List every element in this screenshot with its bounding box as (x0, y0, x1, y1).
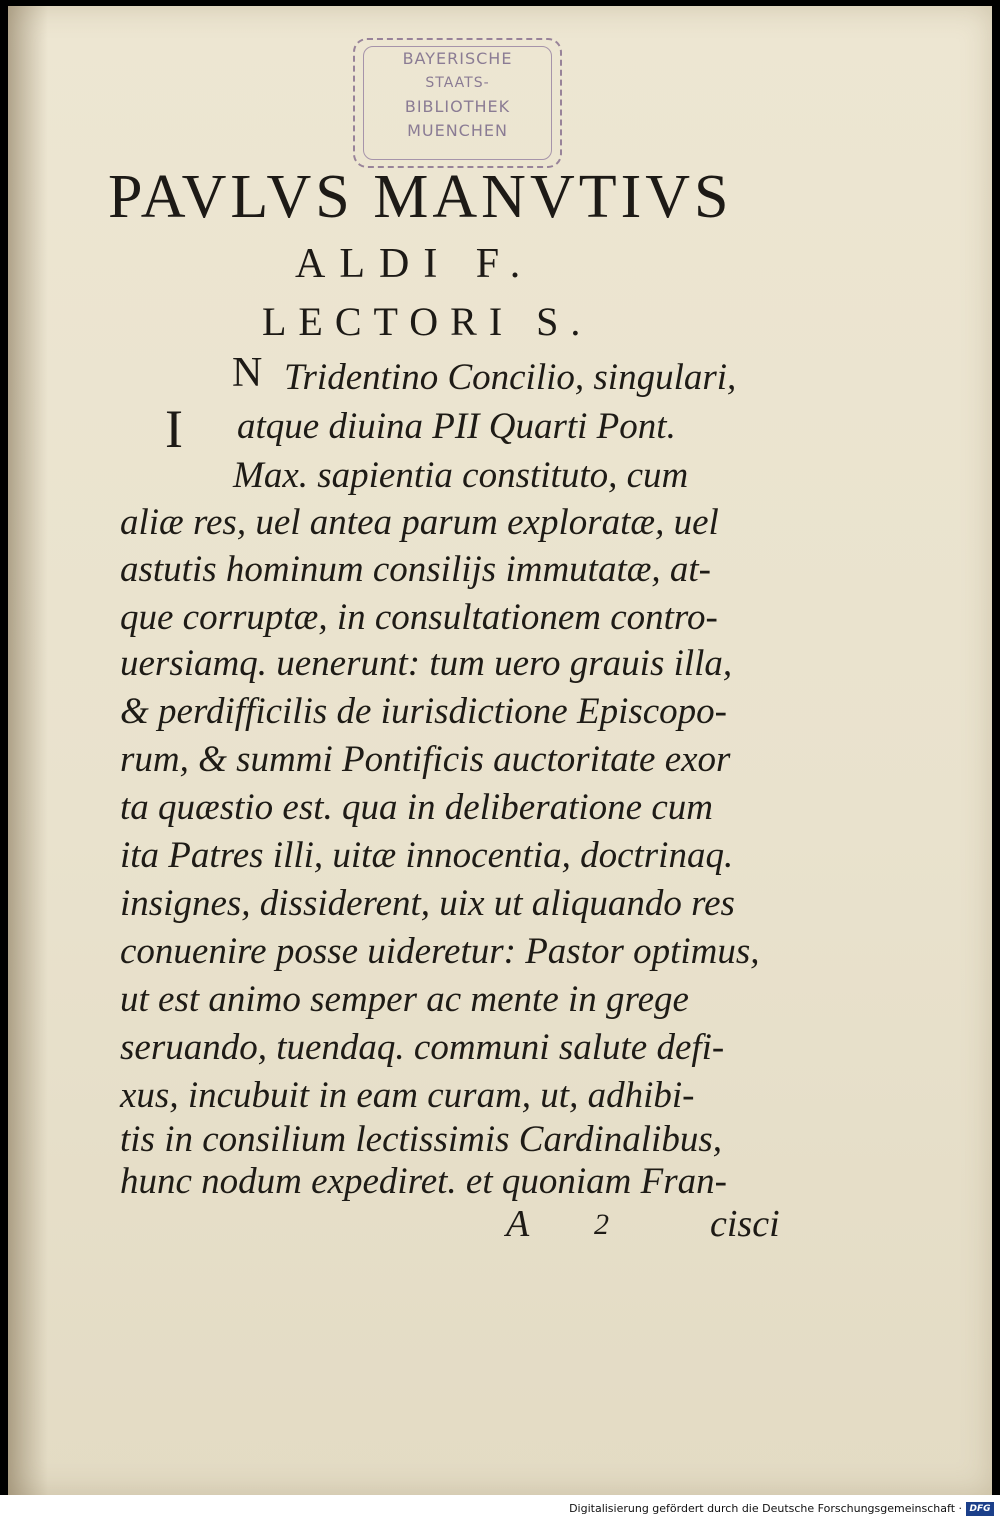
text-line: ta quæstio est. qua in deliberatione cum (120, 787, 713, 828)
library-stamp (353, 38, 562, 168)
funding-credit: Digitalisierung gefördert durch die Deutsche Forschungsgemeinschaft · (569, 1502, 962, 1515)
catchword: cisci (710, 1203, 780, 1245)
text-line: Tridentino Concilio, singulari, (284, 357, 737, 398)
text-line: ita Patres illi, uitæ innocentia, doctrinaq. (120, 835, 734, 876)
text-line: que corruptæ, in consultationem contro- (120, 597, 718, 638)
text-line: atque diuina PII Quarti Pont. (237, 406, 676, 447)
text-line: uersiamq. uenerunt: tum uero grauis illa, (120, 643, 733, 684)
page-title: PAVLVS MANVTIVS (108, 163, 733, 231)
page-subtitle: ALDI F. (295, 241, 535, 287)
text-line: ut est animo semper ac mente in grege (120, 979, 689, 1020)
stamp-line: BAYERISCHE (402, 49, 513, 68)
initial-letter: I (165, 399, 183, 459)
text-line: conuenire posse uideretur: Pastor optimus, (120, 931, 760, 972)
text-line: aliæ res, uel antea parum exploratæ, uel (120, 502, 719, 543)
text-line: Max. sapientia constituto, cum (233, 455, 689, 496)
salutation: LECTORI S. (262, 299, 593, 344)
credit-bar (0, 1495, 1000, 1520)
page-number: 2 (594, 1208, 609, 1241)
signature-mark: A (506, 1203, 530, 1245)
stamp-line: MUENCHEN (407, 121, 508, 140)
text-line: rum, & summi Pontificis auctoritate exor (120, 739, 731, 780)
stamp-line: STAATS- (425, 75, 490, 91)
text-line: seruando, tuendaq. communi salute defi- (120, 1027, 725, 1068)
dfg-logo: DFG (966, 1502, 994, 1516)
text-line: tis in consilium lectissimis Cardinalibus, (120, 1119, 722, 1160)
text-line: & perdifficilis de iurisdictione Episcopo- (120, 691, 727, 732)
text-line: hunc nodum expediret. et quoniam Fran- (120, 1161, 727, 1202)
text-line: astutis hominum consilijs immutatæ, at- (120, 549, 712, 590)
first-line-capital: N (232, 350, 263, 396)
text-line: insignes, dissiderent, uix ut aliquando res (120, 883, 735, 924)
text-line: xus, incubuit in eam curam, ut, adhibi- (120, 1075, 695, 1116)
stamp-line: BIBLIOTHEK (404, 97, 511, 116)
